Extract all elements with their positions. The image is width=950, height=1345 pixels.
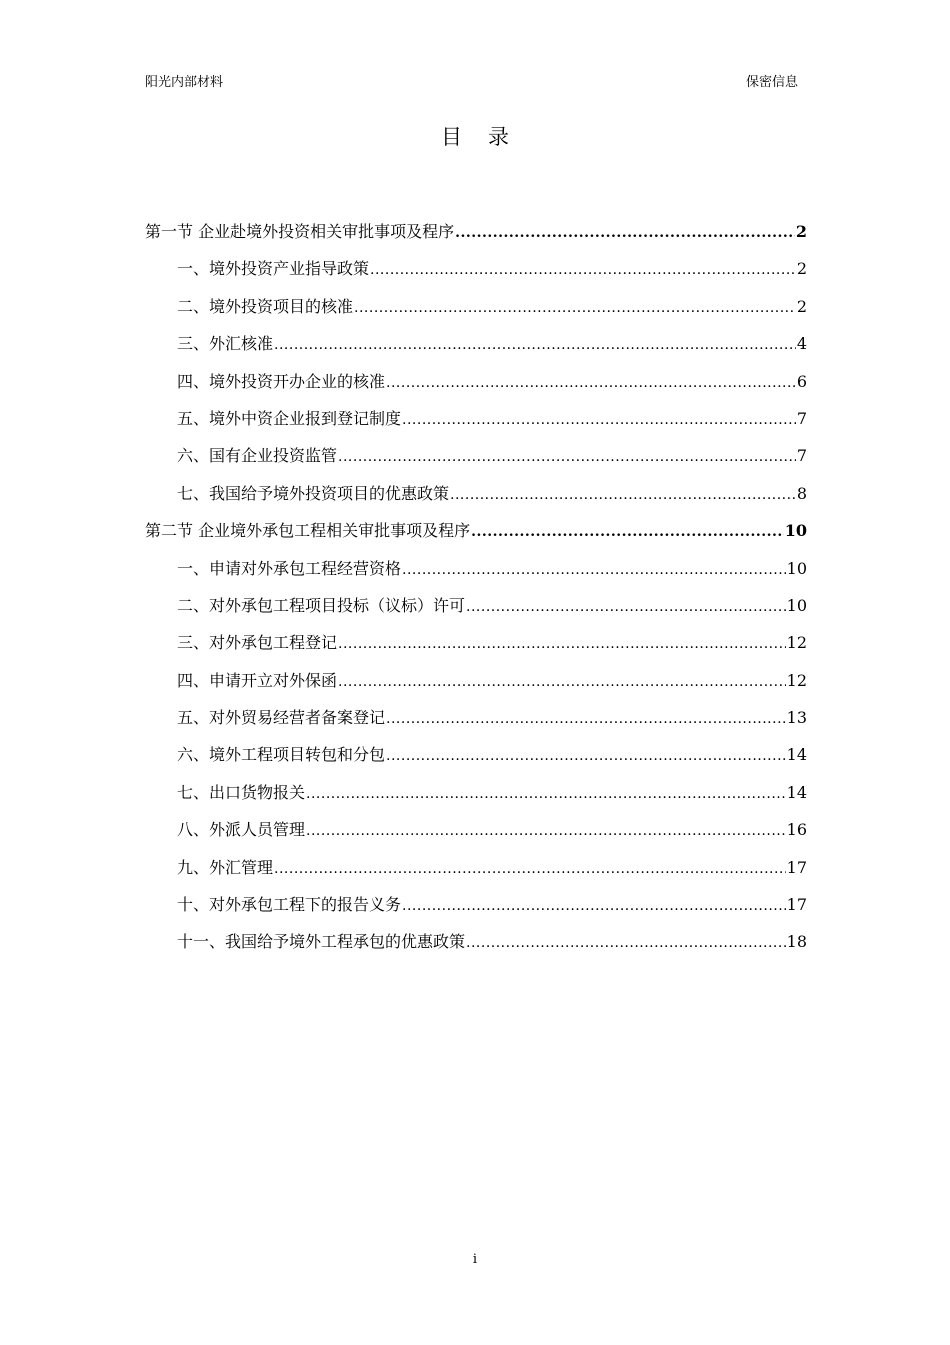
toc-subsection-entry[interactable]	[145, 295, 807, 332]
toc-entry-page-number: 10	[786, 595, 807, 615]
toc-subsection-entry[interactable]	[145, 407, 807, 444]
toc-dot-leader	[274, 857, 786, 881]
toc-section-entry[interactable]	[145, 519, 807, 556]
toc-entry-page-number: 14	[786, 745, 807, 765]
toc-subsection-entry[interactable]	[145, 332, 807, 369]
toc-entry-title: 七、出口货物报关	[177, 782, 306, 802]
toc-entry-title: 四、申请开立对外保函	[177, 670, 338, 690]
toc-entry-page-number: 7	[796, 446, 807, 466]
header-right-text: 保密信息	[745, 75, 798, 90]
toc-dot-leader	[306, 819, 786, 843]
toc-entry-page-number: 12	[786, 633, 807, 653]
toc-subsection-entry[interactable]	[145, 257, 807, 294]
toc-dot-leader	[386, 371, 796, 395]
toc-entry-page-number: 16	[786, 820, 807, 840]
toc-subsection-entry[interactable]	[145, 370, 807, 407]
toc-dot-leader	[338, 445, 796, 469]
toc-entry-title: 三、对外承包工程登记	[177, 633, 338, 653]
toc-entry-title: 二、境外投资项目的核准	[177, 296, 354, 316]
toc-entry-title: 五、境外中资企业报到登记制度	[177, 408, 402, 428]
toc-entry-title: 第二节 企业境外承包工程相关审批事项及程序	[145, 521, 471, 541]
toc-entry-page-number: 13	[786, 708, 807, 728]
toc-entry-title: 七、我国给予境外投资项目的优惠政策	[177, 483, 450, 503]
toc-entry-title: 六、国有企业投资监管	[177, 446, 338, 466]
toc-entry-page-number: 10	[786, 558, 807, 578]
toc-section-entry[interactable]	[145, 220, 807, 257]
toc-dot-leader	[466, 595, 786, 619]
toc-subsection-entry[interactable]	[145, 930, 807, 967]
toc-entry-title: 第一节 企业赴境外投资相关审批事项及程序	[145, 222, 455, 241]
header-left-text: 阳光内部材料	[145, 75, 224, 90]
toc-entry-title: 三、外汇核准	[177, 334, 274, 354]
toc-subsection-entry[interactable]	[145, 893, 807, 930]
toc-subsection-entry[interactable]	[145, 781, 807, 818]
toc-entry-title: 十一、我国给予境外工程承包的优惠政策	[177, 932, 466, 952]
toc-entry-title: 六、境外工程项目转包和分包	[177, 745, 386, 765]
toc-dot-leader	[466, 931, 786, 955]
toc-entry-page-number: 10	[784, 521, 807, 541]
toc-entry-page-number: 2	[796, 259, 807, 279]
toc-subsection-entry[interactable]	[145, 631, 807, 668]
toc-entry-title: 五、对外贸易经营者备案登记	[177, 708, 386, 728]
toc-entry-title: 一、申请对外承包工程经营资格	[177, 558, 402, 578]
toc-dot-leader	[338, 632, 786, 656]
toc-entry-title: 二、对外承包工程项目投标（议标）许可	[177, 595, 466, 615]
toc-dot-leader	[338, 670, 786, 694]
toc-entry-page-number: 2	[796, 296, 807, 316]
toc-dot-leader	[274, 333, 796, 357]
toc-entry-page-number: 14	[786, 782, 807, 802]
toc-dot-leader	[306, 782, 786, 806]
toc-entry-page-number: 17	[786, 895, 807, 915]
toc-dot-leader	[354, 296, 796, 320]
toc-subsection-entry[interactable]	[145, 743, 807, 780]
toc-dot-leader	[455, 221, 795, 245]
toc-entry-page-number: 8	[796, 483, 807, 503]
toc-dot-leader	[471, 520, 784, 544]
toc-entry-title: 四、境外投资开办企业的核准	[177, 371, 386, 391]
toc-entry-page-number: 17	[786, 857, 807, 877]
toc-subsection-entry[interactable]	[145, 482, 807, 519]
toc-subsection-entry[interactable]	[145, 856, 807, 893]
toc-entry-title: 十、对外承包工程下的报告义务	[177, 895, 402, 915]
toc-entry-page-number: 6	[796, 371, 807, 391]
toc-entry-title: 一、境外投资产业指导政策	[177, 259, 370, 279]
toc-subsection-entry[interactable]	[145, 594, 807, 631]
toc-entry-title: 八、外派人员管理	[177, 820, 306, 840]
table-of-contents	[145, 220, 807, 968]
toc-dot-leader	[386, 707, 786, 731]
toc-entry-page-number: 7	[796, 408, 807, 428]
toc-entry-title: 九、外汇管理	[177, 857, 274, 877]
toc-subsection-entry[interactable]	[145, 557, 807, 594]
page-number: i	[472, 1252, 478, 1267]
toc-entry-page-number: 4	[796, 334, 807, 354]
toc-entry-page-number: 12	[786, 670, 807, 690]
toc-subsection-entry[interactable]	[145, 818, 807, 855]
toc-dot-leader	[402, 408, 796, 432]
toc-dot-leader	[386, 744, 786, 768]
toc-dot-leader	[402, 558, 786, 582]
toc-subsection-entry[interactable]	[145, 444, 807, 481]
toc-subsection-entry[interactable]	[145, 706, 807, 743]
toc-dot-leader	[402, 894, 786, 918]
toc-entry-page-number: 18	[786, 932, 807, 952]
page-title: 目录	[441, 125, 535, 149]
toc-subsection-entry[interactable]	[145, 669, 807, 706]
toc-dot-leader	[450, 483, 796, 507]
toc-dot-leader	[370, 258, 796, 282]
toc-entry-page-number: 2	[795, 222, 807, 241]
